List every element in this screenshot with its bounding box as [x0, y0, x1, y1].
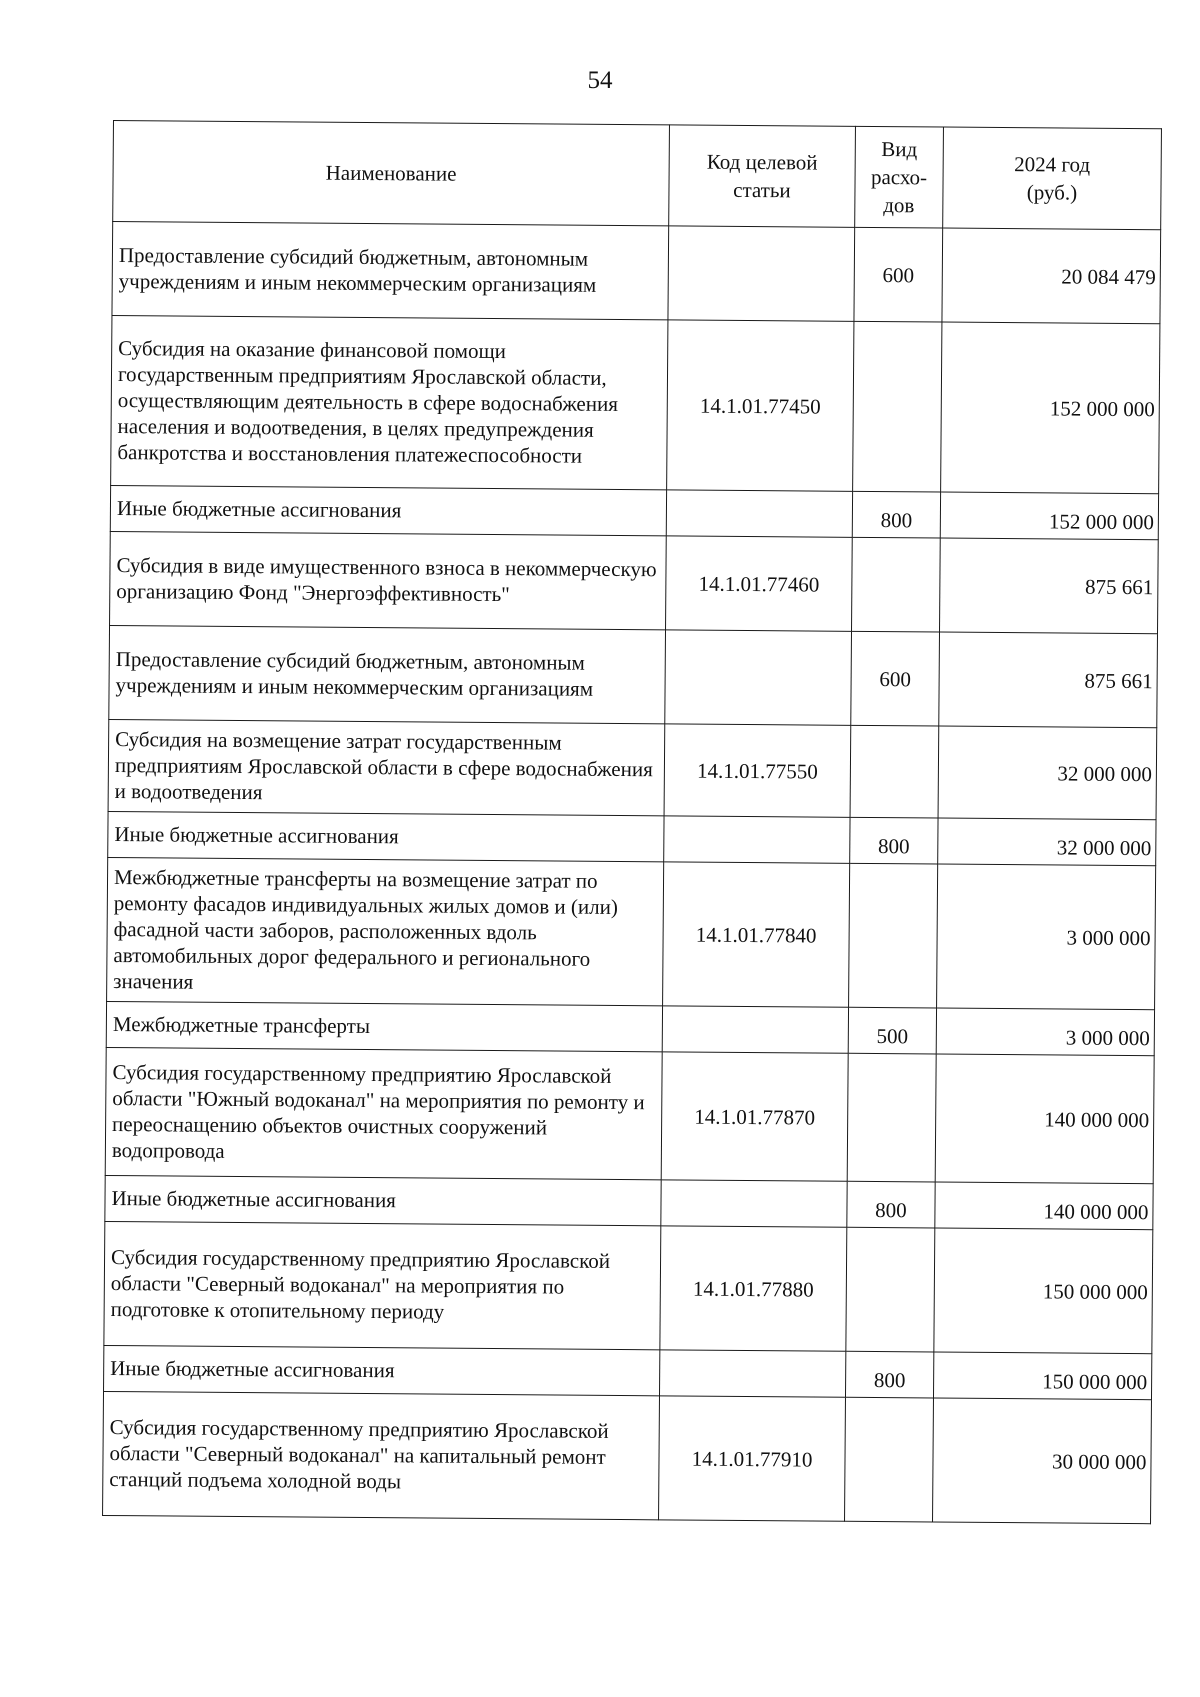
- row-code: 14.1.01.77460: [666, 536, 853, 631]
- row-amount: 875 661: [939, 632, 1158, 728]
- row-name: Иные бюджетные ассигнования: [104, 1345, 660, 1395]
- row-code: 14.1.01.77450: [667, 320, 854, 491]
- row-name: Субсидия государственному предприятию Ярославской области "Северный водоканал" на капитальный ремонт станций подъема холодной воды: [103, 1391, 660, 1519]
- header-kind: Вид расхо-дов: [855, 126, 944, 228]
- budget-table-container: [102, 120, 1161, 1524]
- row-name: Субсидия государственному предприятию Ярославской области "Северный водоканал" на мероприятия по подготовке к отопительному периоду: [104, 1221, 661, 1349]
- row-kind: 800: [847, 1181, 935, 1228]
- table-row: [105, 1047, 1154, 1183]
- row-name: Предоставление субсидий бюджетным, автономным учреждениям и иным некоммерческим организациям: [109, 625, 666, 723]
- page-number: 54: [587, 67, 613, 94]
- row-kind: 800: [850, 817, 938, 864]
- row-amount: 140 000 000: [935, 1054, 1154, 1184]
- row-name: Иные бюджетные ассигнования: [105, 1175, 661, 1225]
- table-row: [111, 315, 1160, 493]
- row-kind: 600: [854, 227, 943, 322]
- row-code: [662, 1006, 848, 1053]
- header-name: Наименование: [113, 121, 670, 226]
- row-name: Иные бюджетные ассигнования: [110, 485, 666, 535]
- row-kind: 600: [851, 631, 940, 726]
- row-kind: [847, 1053, 936, 1182]
- row-name: Межбюджетные трансферты: [106, 1001, 662, 1051]
- row-code: [666, 490, 852, 537]
- row-kind: [852, 537, 941, 632]
- row-amount: 32 000 000: [938, 726, 1157, 820]
- row-name: Субсидия на оказание финансовой помощи государственным предприятиям Ярославской области, осуществляющим деятельность в сфере водоснабжения населения и водоотведения, в целях предупреждения банкротства и восстановления платежеспособности: [111, 315, 668, 489]
- row-amount: 32 000 000: [938, 818, 1156, 866]
- row-kind: [850, 725, 939, 818]
- row-amount: 140 000 000: [935, 1182, 1153, 1230]
- row-kind: 800: [852, 491, 940, 538]
- row-kind: [845, 1397, 934, 1522]
- row-name: Субсидия на возмещение затрат государственным предприятиям Ярославской области в сфере водоснабжения и водоотведения: [108, 719, 665, 815]
- row-code: [659, 1350, 845, 1397]
- row-amount: 150 000 000: [934, 1228, 1153, 1354]
- row-amount: 150 000 000: [933, 1352, 1151, 1400]
- row-kind: 800: [845, 1351, 933, 1398]
- table-row: [103, 1391, 1152, 1523]
- header-amount: 2024 год (руб.): [943, 127, 1162, 230]
- table-row: [108, 811, 1156, 865]
- row-amount: 3 000 000: [936, 1008, 1154, 1056]
- table-row: [106, 1001, 1154, 1055]
- budget-table: [102, 120, 1162, 1524]
- row-kind: [849, 863, 938, 1008]
- row-code: 14.1.01.77840: [663, 862, 850, 1007]
- table-row: [112, 222, 1161, 324]
- header-code: Код целевой статьи: [669, 125, 856, 227]
- row-code: 14.1.01.77880: [660, 1226, 847, 1351]
- row-name: Иные бюджетные ассигнования: [108, 811, 664, 861]
- table-header-row: [113, 121, 1162, 230]
- row-amount: 152 000 000: [941, 322, 1160, 494]
- row-kind: [846, 1227, 935, 1352]
- row-name: Предоставление субсидий бюджетным, автономным учреждениям и иным некоммерческим организациям: [112, 222, 669, 320]
- table-row: [110, 485, 1158, 539]
- row-amount: 3 000 000: [937, 864, 1156, 1010]
- row-amount: 152 000 000: [940, 492, 1158, 540]
- row-code: [668, 226, 855, 321]
- row-code: 14.1.01.77910: [659, 1396, 846, 1521]
- table-row: [109, 625, 1158, 727]
- table-row: [104, 1221, 1153, 1353]
- row-code: 14.1.01.77550: [664, 724, 851, 817]
- row-kind: 500: [848, 1007, 936, 1054]
- row-amount: 30 000 000: [933, 1398, 1152, 1524]
- row-amount: 875 661: [940, 538, 1159, 634]
- row-name: Субсидия государственному предприятию Ярославской области "Южный водоканал" на мероприятия по ремонту и переоснащению объектов очистных сооружений водопровода: [105, 1047, 662, 1179]
- table-row: [104, 1345, 1152, 1399]
- row-code: 14.1.01.77870: [661, 1052, 848, 1181]
- row-code: [664, 816, 850, 863]
- table-row: [107, 857, 1156, 1009]
- table-row: [108, 719, 1157, 819]
- table-row: [105, 1175, 1153, 1229]
- table-row: [110, 531, 1159, 633]
- row-code: [665, 630, 852, 725]
- row-code: [661, 1180, 847, 1227]
- row-name: Субсидия в виде имущественного взноса в некоммерческую организацию Фонд "Энергоэффективность": [110, 531, 667, 629]
- row-kind: [853, 321, 942, 492]
- row-amount: 20 084 479: [942, 228, 1161, 324]
- row-name: Межбюджетные трансферты на возмещение затрат по ремонту фасадов индивидуальных жилых домов и (или) фасадной части заборов, расположенных вдоль автомобильных дорог федерального и регионального значения: [107, 857, 664, 1005]
